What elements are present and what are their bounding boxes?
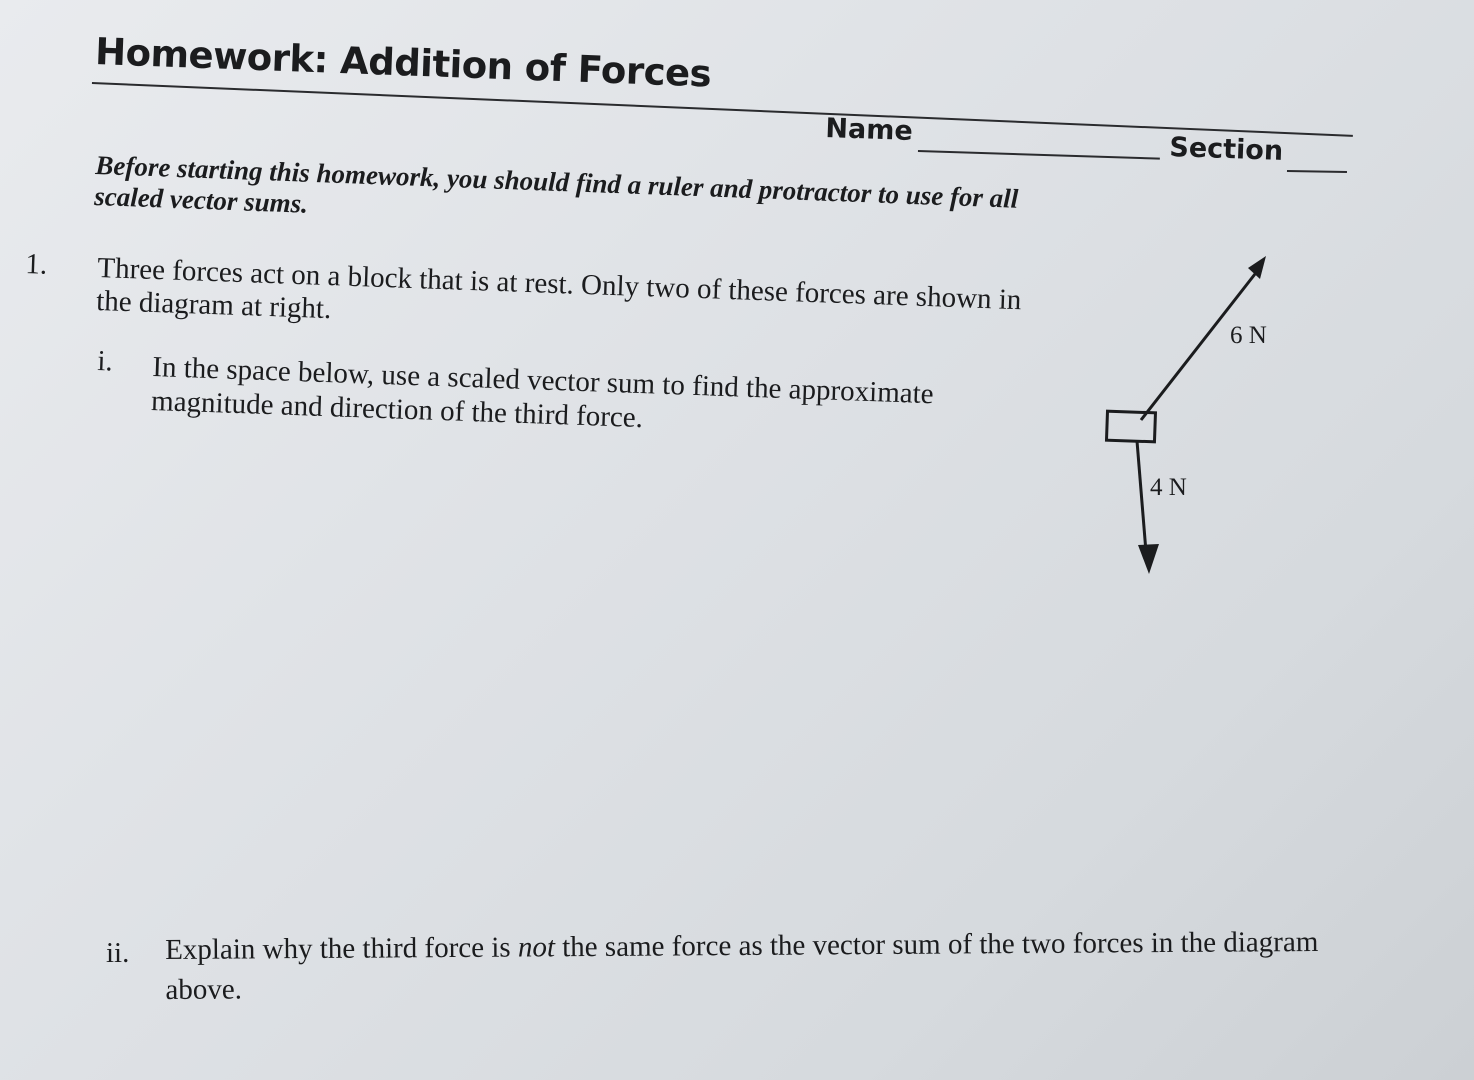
page-title: Homework: Addition of Forces — [94, 30, 712, 96]
force-4n-label: 4 N — [1150, 474, 1187, 501]
part-ii-text-after: the same force as the vector sum of the two forces in the diagram above. — [165, 925, 1319, 1006]
name-label: Name — [824, 113, 914, 148]
part-i-text: In the space below, use a scaled vector sum to find the approximate magnitude and direction of the third force. — [150, 350, 935, 435]
force-6n-label: 6 N — [1230, 322, 1267, 349]
part-ii-text-before: Explain why the third force is — [165, 931, 518, 966]
force-4n-arrow-shaft — [1137, 441, 1146, 552]
intro-instructions: Before starting this homework, you should find a ruler and protractor to use for all scaled vector sums. — [93, 150, 1019, 219]
part-ii-emphasis: not — [517, 931, 556, 964]
force-4n-arrowhead — [1138, 544, 1159, 574]
section-label: Section — [1168, 132, 1284, 167]
question-1-text: Three forces act on a block that is at rest. Only two of these forces are shown in the diagram at right. — [95, 252, 1022, 326]
part-ii-label: ii. — [106, 937, 130, 969]
part-i-label: i. — [96, 345, 114, 378]
question-1-number: 1. — [24, 248, 48, 281]
force-6n-arrowhead — [1248, 256, 1266, 279]
block — [1106, 411, 1155, 442]
